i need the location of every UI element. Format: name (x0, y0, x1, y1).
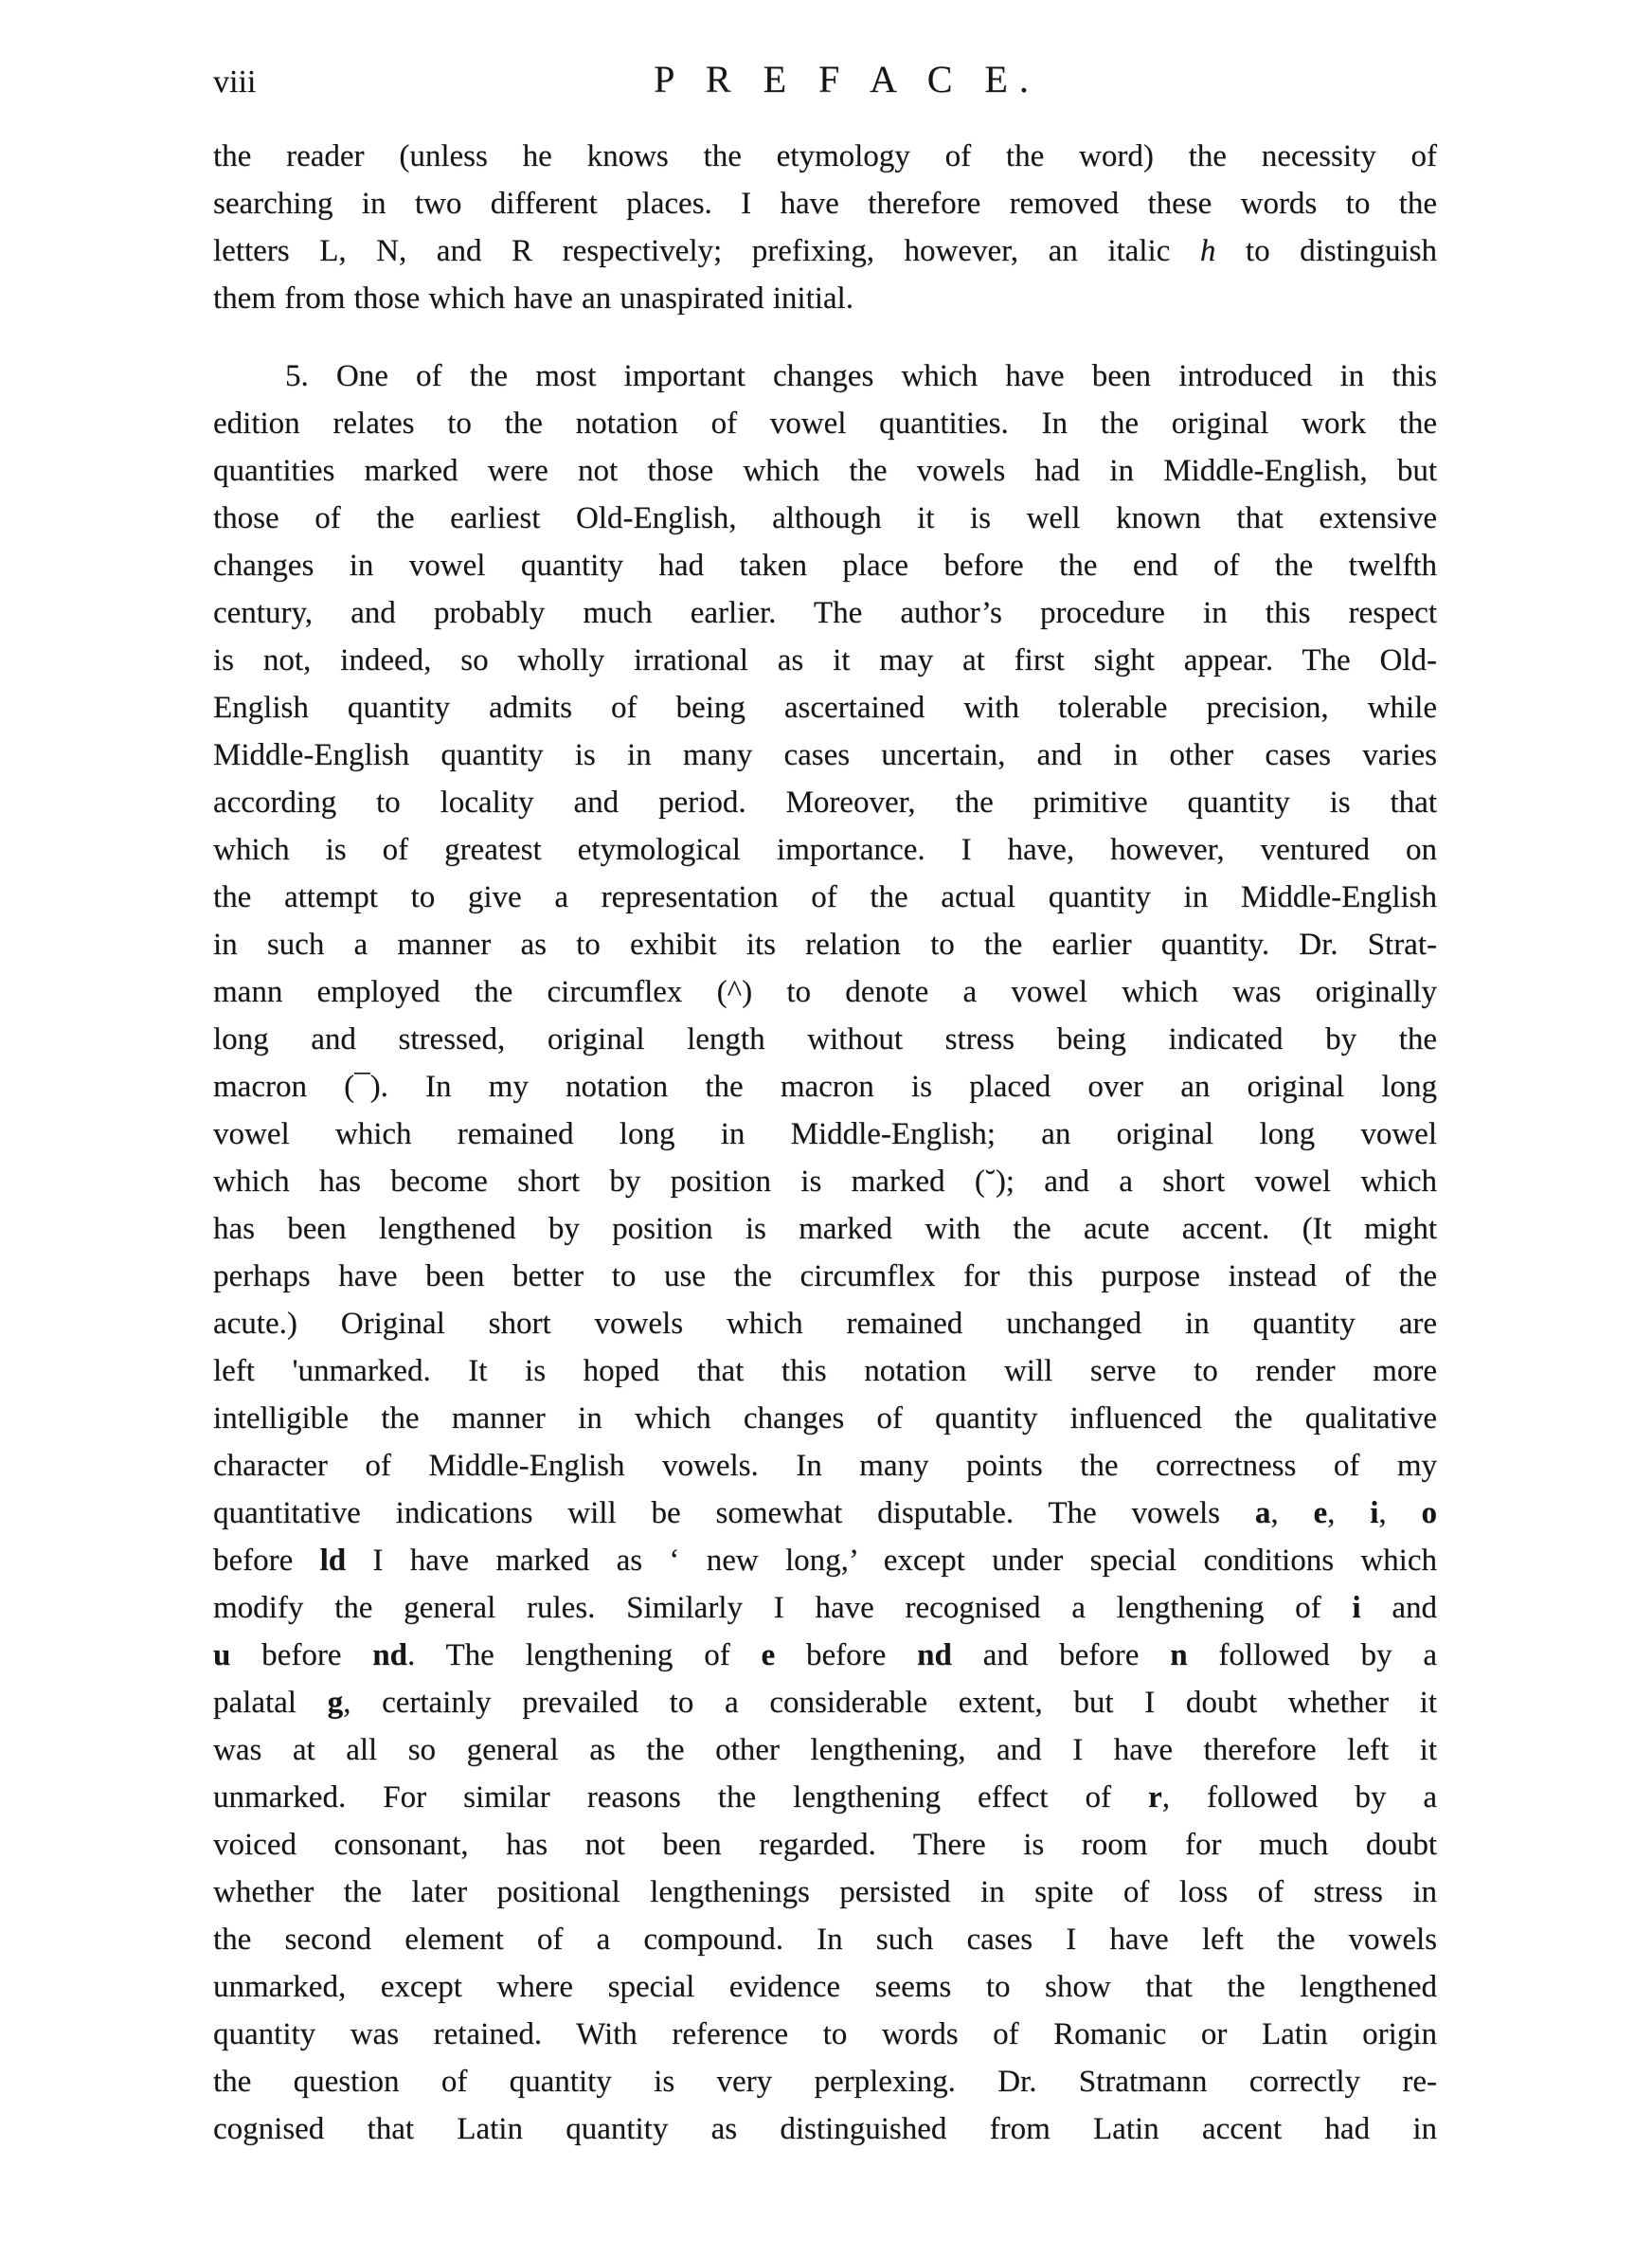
bold-text: g (327, 1686, 344, 1720)
text-line: whether the later positional lengthenings persisted in spite of loss of stress in (213, 1875, 1437, 1909)
text-line: in such a manner as to exhibit its relation to the earlier quantity. Dr. Strat- (213, 928, 1437, 962)
bold-text: i (1370, 1496, 1379, 1530)
page-number: viii (213, 64, 257, 99)
page-body (213, 133, 1437, 2153)
text-line: left 'unmarked. It is hoped that this notation will serve to render more (213, 1354, 1437, 1388)
text-line: was at all so general as the other lengthening, and I have therefore left it (213, 1733, 1437, 1767)
text-line: voiced consonant, has not been regarded. There is room for much doubt (213, 1828, 1437, 1862)
text-line: according to locality and period. Moreover, the primitive quantity is that (213, 785, 1437, 820)
bold-text: a (1254, 1496, 1271, 1530)
text-line: edition relates to the notation of vowel quantities. In the original work the (213, 406, 1437, 441)
text-line: palatal g, certainly prevailed to a considerable extent, but I doubt whether it (213, 1686, 1437, 1720)
text-line: English quantity admits of being ascertained with tolerable precision, while (213, 691, 1437, 725)
text-line: acute.) Original short vowels which remained unchanged in quantity are (213, 1307, 1437, 1341)
text-line: has been lengthened by position is marked with the acute accent. (It might (213, 1212, 1437, 1246)
text-line: the question of quantity is very perplexing. Dr. Stratmann correctly re- (213, 2065, 1437, 2099)
page-title: P R E F A C E. (654, 58, 1040, 100)
text-line: which has become short by position is marked (˘); and a short vowel which (213, 1165, 1437, 1199)
text-line: the reader (unless he knows the etymology of the word) the necessity of (213, 139, 1437, 173)
text-line: the attempt to give a representation of the actual quantity in Middle-English (213, 880, 1437, 914)
text-line: macron (¯). In my notation the macron is placed over an original long (213, 1070, 1437, 1104)
text-line: Middle-English quantity is in many cases uncertain, and in other cases varies (213, 738, 1437, 772)
text-line: vowel which remained long in Middle-English; an original long vowel (213, 1117, 1437, 1151)
text-line: character of Middle-English vowels. In many points the correctness of my (213, 1449, 1437, 1483)
text-line: 5. One of the most important changes which have been introduced in this (285, 359, 1437, 393)
text-line: letters L, N, and R respectively; prefixing, however, an italic h to distinguish (213, 234, 1437, 268)
text-line: unmarked, except where special evidence seems to show that the lengthened (213, 1970, 1437, 2004)
bold-text: ld (319, 1544, 347, 1578)
bold-text: e (1313, 1496, 1328, 1530)
italic-text: h (1199, 234, 1216, 268)
text-line: unmarked. For similar reasons the lengthening effect of r, followed by a (213, 1780, 1438, 1815)
bold-text: nd (917, 1638, 952, 1672)
text-line: them from those which have an unaspirated initial. (213, 281, 853, 316)
text-line: intelligible the manner in which changes of quantity influenced the qualitative (213, 1401, 1437, 1435)
text-line: searching in two different places. I have therefore removed these words to the (213, 187, 1437, 221)
text-line: cognised that Latin quantity as distinguished from Latin accent had in (213, 2112, 1437, 2146)
text-line: those of the earliest Old-English, although it is well known that extensive (213, 501, 1437, 535)
page-header (213, 55, 1437, 104)
bold-text: u (213, 1638, 231, 1672)
text-line: mann employed the circumflex (^) to denote a vowel which was originally (213, 975, 1437, 1009)
bold-text: n (1170, 1638, 1188, 1672)
text-line: modify the general rules. Similarly I have recognised a lengthening of i and (213, 1591, 1437, 1625)
text-line: before ld I have marked as ‘ new long,’ except under special conditions which (213, 1544, 1437, 1578)
bold-text: o (1421, 1496, 1437, 1530)
text-line: the second element of a compound. In such cases I have left the vowels (213, 1923, 1437, 1957)
text-line: long and stressed, original length without stress being indicated by the (213, 1022, 1437, 1056)
paragraph (213, 133, 1437, 322)
text-line: which is of greatest etymological importance. I have, however, ventured on (213, 833, 1437, 867)
bold-text: e (761, 1638, 776, 1672)
bold-text: i (1352, 1591, 1361, 1625)
text-line: u before nd. The lengthening of e before nd and before n followed by a (213, 1638, 1438, 1672)
text-line: quantities marked were not those which the vowels had in Middle-English, but (213, 454, 1437, 488)
text-line: changes in vowel quantity had taken place before the end of the twelfth (213, 549, 1437, 583)
bold-text: nd (372, 1638, 407, 1672)
text-line: quantitative indications will be somewhat disputable. The vowels a, e, i, o (213, 1496, 1437, 1530)
bold-text: r (1148, 1780, 1162, 1815)
text-line: quantity was retained. With reference to words of Romanic or Latin origin (213, 2017, 1437, 2051)
text-line: is not, indeed, so wholly irrational as it may at first sight appear. The Old- (213, 643, 1437, 677)
text-line: perhaps have been better to use the circumflex for this purpose instead of the (213, 1259, 1437, 1293)
paragraph (213, 352, 1437, 2153)
text-line: century, and probably much earlier. The author’s procedure in this respect (213, 596, 1437, 630)
